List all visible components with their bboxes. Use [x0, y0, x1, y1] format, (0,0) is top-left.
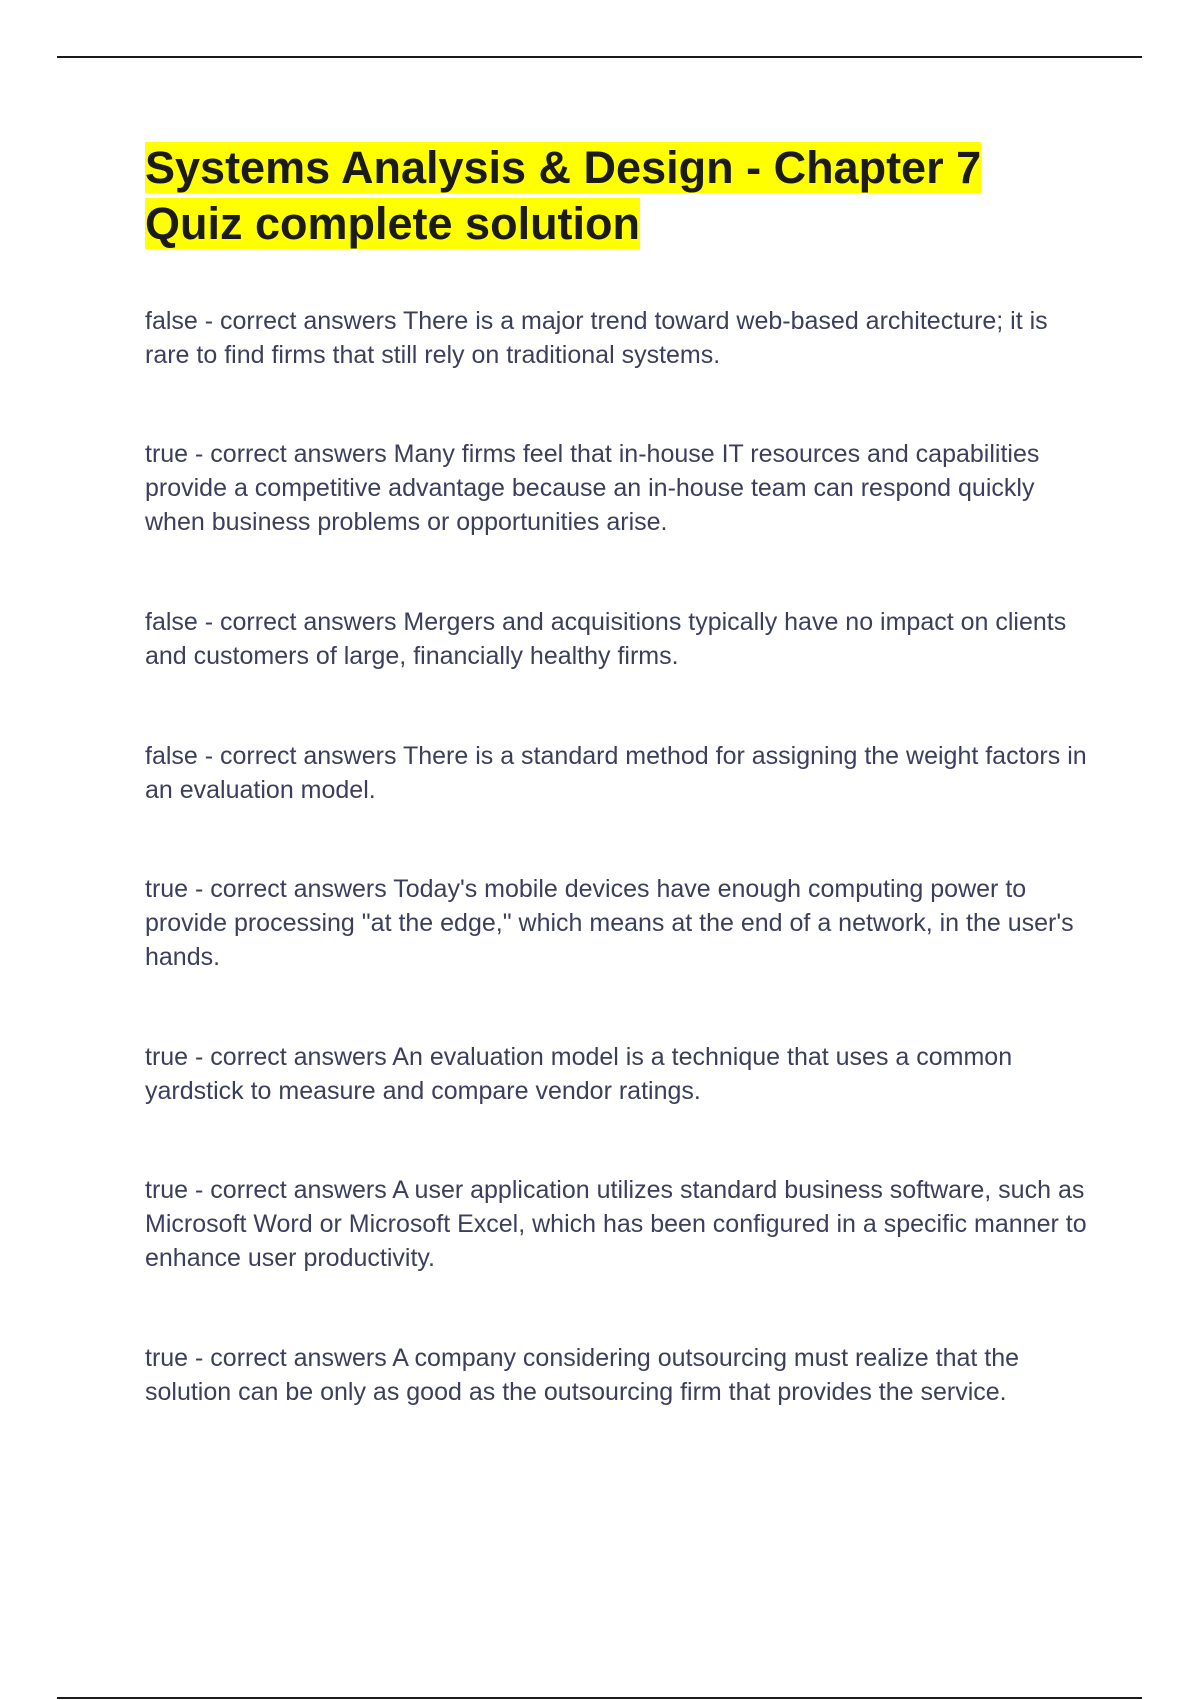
qa-item: true - correct answers A user application utilizes standard business software, such as Microsoft Word or Microsoft Excel, which has been configured in a specific manner to enhance user productivity.: [145, 1176, 1087, 1272]
qa-item: true - correct answers Today's mobile devices have enough computing power to provide processing "at the edge," which means at the end of a network, in the user's hands.: [145, 875, 1074, 971]
qa-item: true - correct answers Many firms feel that in-house IT resources and capabilities provide a competitive advantage because an in-house team can respond quickly when business problems or opportunities arise.: [145, 440, 1040, 536]
qa-item: false - correct answers Mergers and acquisitions typically have no impact on clients and customers of large, financially healthy firms.: [145, 608, 1067, 670]
qa-item: false - correct answers There is a standard method for assigning the weight factors in an evaluation model.: [145, 742, 1087, 804]
qa-item: true - correct answers A company considering outsourcing must realize that the solution can be only as good as the outsourcing firm that provides the service.: [145, 1344, 1020, 1406]
bottom-rule: [57, 1697, 1142, 1699]
title-highlight: Systems Analysis & Design - Chapter 7 Quiz complete solution: [145, 142, 982, 249]
page-title: [145, 140, 1075, 252]
qa-list: [145, 304, 1095, 1451]
top-rule: [57, 56, 1142, 58]
qa-item: false - correct answers There is a major trend toward web-based architecture; it is rare to find firms that still rely on traditional systems.: [145, 307, 1048, 369]
qa-item: true - correct answers An evaluation model is a technique that uses a common yardstick to measure and compare vendor ratings.: [145, 1043, 1013, 1105]
